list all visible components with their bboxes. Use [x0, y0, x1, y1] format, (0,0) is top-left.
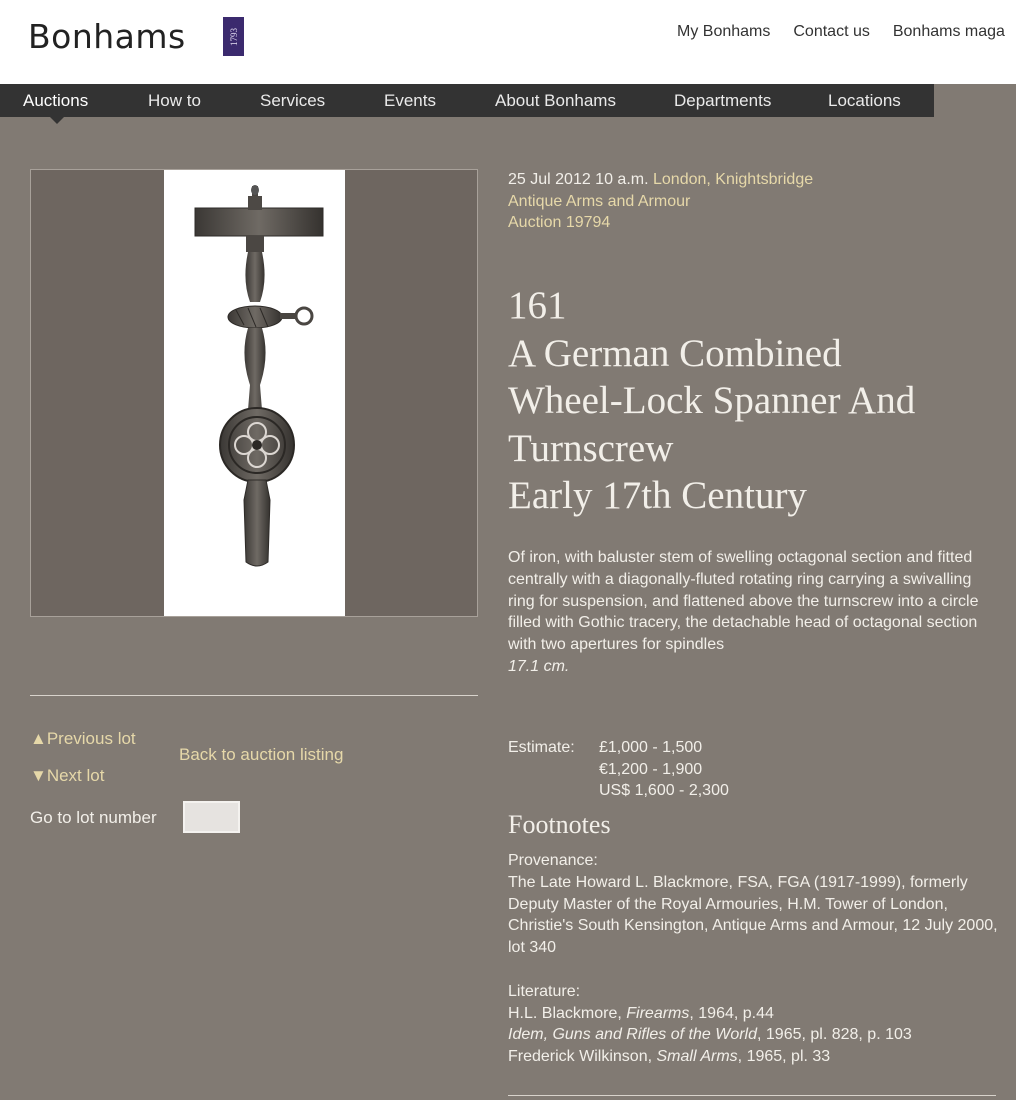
lot-title [508, 282, 998, 520]
auction-number-link[interactable]: Auction 19794 [508, 214, 611, 231]
lot-image-frame[interactable] [30, 169, 478, 617]
estimate-usd: US$ 1,600 - 2,300 [599, 782, 729, 799]
active-nav-caret-icon [50, 117, 64, 124]
left-divider [30, 695, 478, 696]
right-divider [508, 1095, 996, 1096]
previous-lot-link[interactable]: ▲Previous lot [30, 729, 136, 748]
lit3-rest: , 1965, pl. 33 [737, 1048, 831, 1066]
lot-title-line-4: Early 17th Century [508, 474, 807, 517]
lit1-author: H.L. Blackmore, [508, 1004, 622, 1022]
lit1-rest: , 1964, p.44 [689, 1004, 774, 1022]
estimate-values [599, 737, 729, 802]
my-bonhams-link[interactable]: My Bonhams [677, 23, 771, 40]
literature-item-3 [508, 1046, 998, 1068]
site-header [0, 0, 1016, 84]
nav-events[interactable]: Events [384, 91, 436, 110]
lit1-title: Firearms [626, 1004, 690, 1022]
literature-item-1 [508, 1003, 998, 1025]
go-to-lot-label: Go to lot number [30, 808, 157, 827]
top-links [677, 23, 1016, 41]
sale-location-link[interactable]: London, Knightsbridge [653, 171, 814, 188]
next-lot-link[interactable]: ▼Next lot [30, 766, 105, 785]
logo-year-tag [223, 17, 244, 56]
nav-locations[interactable]: Locations [828, 91, 901, 110]
nav-about-bonhams[interactable]: About Bonhams [495, 91, 616, 110]
logo-year: 1793 [228, 27, 239, 46]
nav-how-to[interactable]: How to [148, 91, 201, 110]
estimate-label: Estimate: [508, 739, 575, 756]
footnotes-body [508, 850, 998, 1068]
lot-title-line-2: Wheel-Lock Spanner And [508, 379, 916, 422]
lot-image[interactable] [164, 170, 345, 616]
sale-info [508, 169, 813, 234]
lot-title-line-1: A German Combined [508, 331, 842, 375]
back-to-auction-listing-link[interactable]: Back to auction listing [179, 745, 344, 764]
lit2-rest: , 1965, pl. 828, p. 103 [757, 1026, 912, 1044]
lot-description [508, 547, 998, 678]
main-nav [0, 84, 934, 117]
literature-item-2 [508, 1024, 998, 1046]
lot-dimension: 17.1 cm. [508, 657, 570, 675]
literature-label: Literature: [508, 982, 581, 1000]
contact-us-link[interactable]: Contact us [793, 23, 870, 40]
bonhams-magazine-link[interactable]: Bonhams maga [892, 23, 1005, 40]
footnotes-heading: Footnotes [508, 810, 611, 839]
lot-title-line-3: Turnscrew [508, 426, 674, 470]
nav-departments[interactable]: Departments [674, 91, 772, 110]
estimate-eur: €1,200 - 1,900 [599, 760, 703, 778]
nav-services[interactable]: Services [260, 91, 326, 110]
estimate-gbp: £1,000 - 1,500 [599, 739, 703, 756]
sale-datetime: 25 Jul 2012 10 a.m. [508, 171, 649, 188]
lot-number: 161 [508, 284, 567, 327]
lit3-author: Frederick Wilkinson, [508, 1048, 653, 1066]
provenance-label: Provenance: [508, 852, 598, 869]
lot-description-text: Of iron, with baluster stem of swelling octagonal section and fitted centrally with a diagonally-fluted rotating ring carrying a swivalling ring for suspension, and flattened above the turnscrew into a circle filled with Gothic tracery, the detachable head of octagonal section with two apertures for spindles [508, 549, 979, 654]
lit3-title: Small Arms [656, 1048, 738, 1066]
lit2-title: Idem, Guns and Rifles of the World [508, 1026, 757, 1044]
footnote-spacer [508, 959, 998, 981]
bonhams-logo[interactable]: Bonhams [28, 17, 186, 56]
spanner-turnscrew-image [164, 170, 345, 616]
nav-auctions[interactable]: Auctions [23, 91, 89, 110]
go-to-lot-input[interactable] [183, 801, 240, 833]
provenance-text: The Late Howard L. Blackmore, FSA, FGA (1917-1999), formerly Deputy Master of the Royal Armouries, H.M. Tower of London, Christie's South Kensington, Antique Arms and Armour, 12 July 2000, lot 340 [508, 873, 998, 957]
sale-name-link[interactable]: Antique Arms and Armour [508, 192, 691, 210]
